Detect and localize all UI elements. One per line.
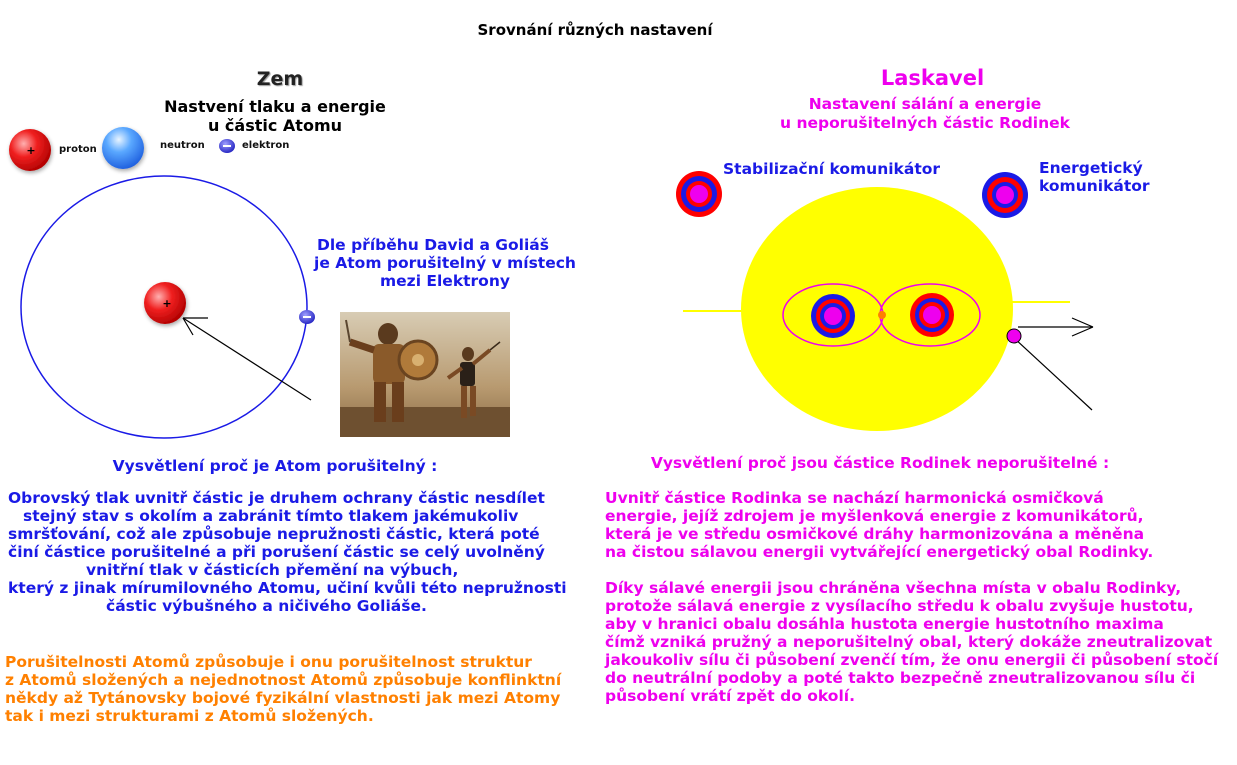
paragraph-line: na čistou sálavou energii vytvářející energetický obal Rodinky.	[605, 543, 1154, 561]
paragraph-line: Porušitelnosti Atomů způsobuje i onu porušitelnost struktur	[5, 653, 532, 671]
paragraph-line: která je ve středu osmičkové dráhy harmonizována a měněna	[605, 525, 1145, 543]
caption-line: je Atom porušitelný v místech	[314, 254, 576, 272]
rodinka-explanation-paragraph	[605, 489, 1235, 561]
attack-arrow	[183, 318, 311, 400]
rodinka-particle	[741, 187, 1013, 431]
legend-proton-icon	[9, 129, 51, 171]
caption-line: Dle příběhu David a Goliáš	[317, 236, 549, 254]
paragraph-line: smršťování, což ale způsobuje nepružnosti částic, která poté	[8, 525, 540, 543]
energy-communicator-label	[1039, 159, 1150, 195]
left-core-icon	[811, 294, 855, 338]
zem-subtitle-line: Nastvení tlaku a energie	[164, 97, 386, 116]
paragraph-line: někdy až Tytánovsky bojové fyzikální vlastnosti jak mezi Atomy	[5, 689, 561, 707]
rodinka-explanation-heading: Vysvětlení proč jsou částice Rodinek neporušitelné :	[650, 454, 1110, 472]
label-line: Energetický	[1039, 159, 1143, 177]
paragraph-line: protože sálavá energie z vysílacího středu k obalu zvyšuje hustotu,	[605, 597, 1194, 615]
paragraph-line: z Atomů složených a nejednotnost Atomů způsobuje konflinktní	[5, 671, 562, 689]
paragraph-line: jakoukoliv sílu či působení zvenčí tím, že onu energii či působení stočí	[605, 651, 1219, 669]
orbit-electron-icon	[299, 310, 315, 324]
stabilizing-communicator-label: Stabilizační komunikátor	[723, 160, 941, 178]
paragraph-line: energie, jejíž zdrojem je myšlenková energie z komunikátorů,	[605, 507, 1144, 525]
harmonizing-center	[878, 311, 886, 319]
paragraph-line: do neutrální podoby a poté takto bezpečně zneutralizovanou sílu či	[605, 669, 1196, 687]
energy-communicator-icon	[982, 172, 1028, 218]
paragraph-line: který z jinak mírumilovného Atomu, učiní kvůli této nepružnosti	[8, 579, 567, 597]
paragraph-line: aby v hranici obalu dosáhla hustota energie hustotního maxima	[605, 615, 1164, 633]
paragraph-line: Díky sálavé energii jsou chráněna všechna místa v obalu Rodinky,	[605, 579, 1182, 597]
caption-line: mezi Elektrony	[380, 272, 510, 290]
page-title: Srovnání různých nastavení	[477, 21, 713, 39]
paragraph-line: částic výbušného a ničivého Goliáše.	[106, 597, 427, 615]
atom-structures-paragraph	[5, 653, 605, 725]
zem-title: Zem	[256, 68, 304, 90]
paragraph-line: Uvnitř částice Rodinka se nachází harmonická osmičková	[605, 489, 1104, 507]
laskavel-subtitle-line: Nastavení sálání a energie	[808, 95, 1042, 113]
projectile-icon	[1007, 329, 1021, 343]
rodinka-protection-paragraph	[605, 579, 1235, 705]
legend-electron-icon	[219, 139, 235, 153]
svg-text:+: +	[26, 144, 36, 157]
zem-subtitle-line: u částic Atomu	[207, 116, 343, 135]
atom-explanation-paragraph	[0, 489, 585, 615]
zem-subtitle	[130, 97, 420, 135]
paragraph-line: působení vrátí zpět do okolí.	[605, 687, 855, 705]
legend-neutron-label: neutron	[160, 140, 205, 151]
paragraph-line: čímž vzniká pružný a neporušitelný obal, který dokáže zneutralizovat	[605, 633, 1213, 651]
paragraph-line: stejný stav s okolím a zabránit tímto tlakem jakémukoliv	[23, 507, 519, 525]
svg-text:+: +	[162, 297, 172, 310]
david-goliath-image	[340, 312, 510, 437]
paragraph-line: činí částice porušitelné a při porušení částic se celý uvolněný	[8, 543, 545, 561]
label-line: komunikátor	[1039, 177, 1150, 195]
deflection-arrow	[1013, 318, 1093, 410]
legend-electron-label: elektron	[242, 140, 290, 151]
paragraph-line: tak i mezi strukturami z Atomů složených.	[5, 707, 374, 725]
stabilizing-communicator-icon	[676, 171, 722, 217]
right-core-icon	[910, 293, 954, 337]
atom-explanation-heading: Vysvětlení proč je Atom porušitelný :	[112, 457, 438, 475]
laskavel-title: Laskavel	[880, 66, 985, 90]
paragraph-line: Obrovský tlak uvnitř částic je druhem ochrany částic nesdílet	[8, 489, 545, 507]
laskavel-subtitle	[760, 95, 1090, 133]
legend-proton-label: proton	[59, 144, 97, 155]
david-goliath-caption	[300, 236, 590, 290]
nucleus-proton-icon	[144, 282, 186, 324]
paragraph-line: vnitřní tlak v částicích přemění na výbuch,	[86, 561, 459, 579]
laskavel-subtitle-line: u neporušitelných částic Rodinek	[780, 114, 1070, 132]
